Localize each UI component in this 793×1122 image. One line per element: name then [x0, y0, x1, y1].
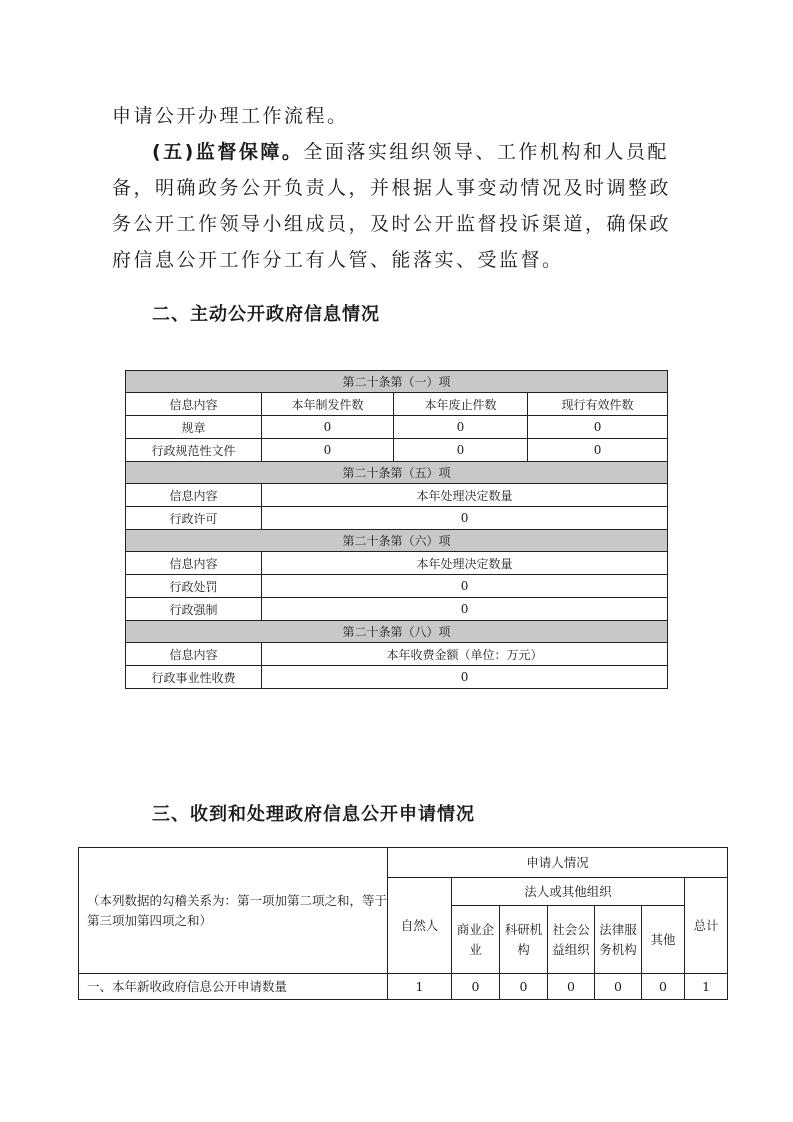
value-cell: 0: [262, 439, 394, 462]
row-label: 规章: [126, 416, 262, 439]
value-cell: 0: [394, 439, 528, 462]
sub-header-cell: 社会公益组织: [548, 906, 595, 974]
table-row: [126, 439, 668, 462]
row-label: 行政许可: [126, 507, 262, 530]
applicant-header: 申请人情况: [388, 848, 728, 878]
row-label: 行政事业性收费: [126, 666, 262, 689]
table-row: [126, 643, 668, 666]
table-row: [126, 552, 668, 575]
value-cell: 0: [642, 974, 685, 1000]
supervision-label: (五)监督保障。: [152, 141, 304, 163]
sub-header-cell: 商业企业: [452, 906, 500, 974]
table-row: [126, 666, 668, 689]
table-section-header: [126, 462, 668, 484]
row-label: 行政处罚: [126, 575, 262, 598]
value-cell: 1: [388, 974, 452, 1000]
natural-person-header: 自然人: [388, 878, 452, 974]
table-row: [126, 575, 668, 598]
value-cell: 0: [394, 416, 528, 439]
section-header-cell: 第二十条第（一）项: [126, 371, 668, 393]
sub-header-cell: 科研机构: [500, 906, 548, 974]
header-cell: 现行有效件数: [528, 393, 668, 416]
table-row: [79, 974, 728, 1000]
value-cell: 0: [262, 598, 668, 621]
header-cell: 本年废止件数: [394, 393, 528, 416]
legal-entity-header: 法人或其他组织: [452, 878, 685, 906]
sub-header-cell: 法律服务机构: [595, 906, 642, 974]
section-header-cell: 第二十条第（八）项: [126, 621, 668, 643]
header-cell: 信息内容: [126, 643, 262, 666]
value-cell: 1: [685, 974, 728, 1000]
value-cell: 0: [595, 974, 642, 1000]
header-cell: 信息内容: [126, 552, 262, 575]
row-label: 行政强制: [126, 598, 262, 621]
value-cell: 0: [500, 974, 548, 1000]
section-title-3: 三、收到和处理政府信息公开申请情况: [152, 804, 475, 825]
application-table: [78, 847, 728, 1000]
value-cell: 0: [548, 974, 595, 1000]
header-cell: 本年收费金额（单位：万元）: [262, 643, 668, 666]
row-label: 一、本年新收政府信息公开申请数量: [79, 974, 388, 1000]
table-row: [126, 393, 668, 416]
header-cell: 信息内容: [126, 393, 262, 416]
header-cell: 本年处理决定数量: [262, 484, 668, 507]
table-section-header: [126, 530, 668, 552]
section-title-2: 二、主动公开政府信息情况: [152, 304, 380, 325]
value-cell: 0: [262, 666, 668, 689]
header-cell: 本年制发件数: [262, 393, 394, 416]
proactive-disclosure-table: [125, 370, 668, 689]
value-cell: 0: [452, 974, 500, 1000]
header-cell: 本年处理决定数量: [262, 552, 668, 575]
value-cell: 0: [528, 439, 668, 462]
value-cell: 0: [262, 575, 668, 598]
paragraph-supervision: [112, 134, 680, 278]
row-label: 行政规范性文件: [126, 439, 262, 462]
table-section-header: [126, 621, 668, 643]
value-cell: 0: [262, 416, 394, 439]
table-row: [126, 598, 668, 621]
table-row: [126, 416, 668, 439]
table-row: [126, 507, 668, 530]
table-row: [126, 484, 668, 507]
table-section-header: [126, 371, 668, 393]
value-cell: 0: [262, 507, 668, 530]
section-header-cell: 第二十条第（六）项: [126, 530, 668, 552]
note-cell: （本列数据的勾稽关系为：第一项加第二项之和，等于第三项加第四项之和）: [79, 848, 388, 974]
total-header: 总计: [685, 878, 728, 974]
paragraph-line: 申请公开办理工作流程。: [112, 105, 349, 127]
section-header-cell: 第二十条第（五）项: [126, 462, 668, 484]
supervision-text: 全面落实组织领导、工作机构和人员配备，明确政务公开负责人，并根据人事变动情况及时调整政务公开工作领导小组成员，及时公开监督投诉渠道，确保政府信息公开工作分工有人管、能落实、受监督。: [112, 141, 672, 271]
sub-header-cell: 其他: [642, 906, 685, 974]
table-row: [79, 848, 728, 878]
header-cell: 信息内容: [126, 484, 262, 507]
value-cell: 0: [528, 416, 668, 439]
